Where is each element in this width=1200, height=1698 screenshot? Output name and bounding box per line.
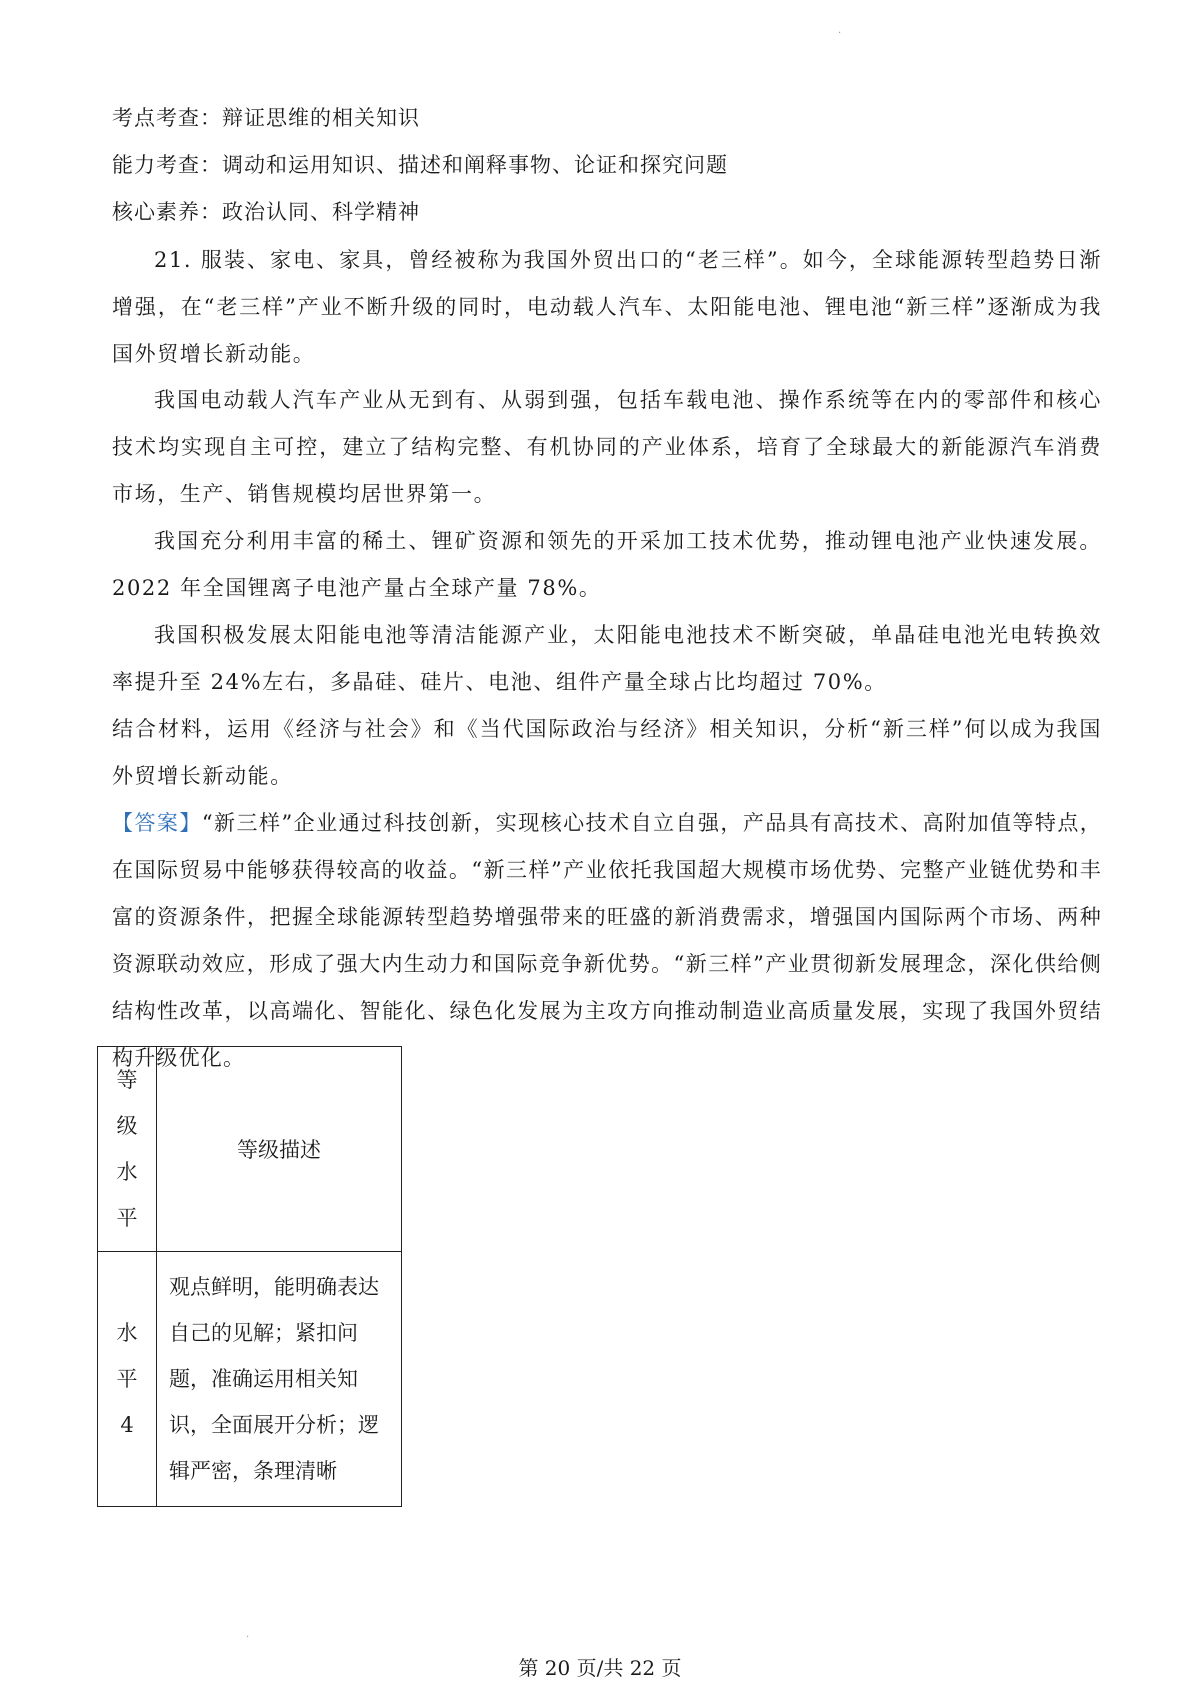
scan-speck: · (246, 1632, 250, 1643)
level-cell (98, 1252, 157, 1507)
answer-block (112, 800, 1102, 1082)
level-text: 水平4 (116, 1321, 138, 1437)
answer-tag: 【答案】 (112, 811, 202, 835)
page-number: 第 20 页/共 22 页 (518, 1656, 682, 1680)
scan-speck: · (838, 28, 842, 39)
material-paragraph-2: 我国充分利用丰富的稀土、锂矿资源和领先的开采加工技术优势，推动锂电池产业快速发展。2022 年全国锂离子电池产量占全球产量 78%。 (112, 529, 1102, 600)
level-desc-cell: 观点鲜明，能明确表达自己的见解；紧扣问题，准确运用相关知识，全面展开分析；逻辑严密，条理清晰 (157, 1252, 402, 1507)
material-paragraph-3: 我国积极发展太阳能电池等清洁能源产业，太阳能电池技术不断突破，单晶硅电池光电转换效率提升至 24%左右，多晶硅、硅片、电池、组件产量全球占比均超过 70%。 (112, 623, 1102, 694)
answer-text: “新三样”企业通过科技创新，实现核心技术自立自强，产品具有高技术、高附加值等特点，在国际贸易中能够获得较高的收益。“新三样”产业依托我国超大规模市场优势、完整产业链优势和丰富的资源条件，把握全球能源转型趋势增强带来的旺盛的新消费需求，增强国内国际两个市场、两种资源联动效应，形成了强大内生动力和国际竞争新优势。“新三样”产业贯彻新发展理念，深化供给侧结构性改革，以高端化、智能化、绿色化发展为主攻方向推动制造业高质量发展，实现了我国外贸结构升级优化。 (112, 811, 1102, 1070)
material-paragraph-1: 我国电动载人汽车产业从无到有、从弱到强，包括车载电池、操作系统等在内的零部件和核心技术均实现自主可控，建立了结构完整、有机协同的产业体系，培育了全球最大的新能源汽车消费市场，生产、销售规模均居世界第一。 (112, 388, 1102, 506)
question-task: 结合材料，运用《经济与社会》和《当代国际政治与经济》相关知识，分析“新三样”何以成为我国外贸增长新动能。 (112, 717, 1102, 788)
header-desc-cell: 等级描述 (157, 1047, 402, 1252)
ability-line: 能力考查：调动和运用知识、描述和阐释事物、论证和探究问题 (112, 153, 728, 177)
grading-table (97, 1046, 402, 1507)
core-literacy-line: 核心素养：政治认同、科学精神 (112, 200, 420, 224)
table-row (98, 1252, 402, 1507)
header-level-cell (98, 1047, 157, 1252)
header-level-text: 等级水平 (116, 1068, 138, 1230)
table-header-row (98, 1047, 402, 1252)
question-intro: 21. 服装、家电、家具，曾经被称为我国外贸出口的“老三样”。如今，全球能源转型趋势日渐增强，在“老三样”产业不断升级的同时，电动载人汽车、太阳能电池、锂电池“新三样”逐渐成为我国外贸增长新动能。 (112, 248, 1102, 366)
exam-point-line: 考点考查：辩证思维的相关知识 (112, 106, 420, 130)
